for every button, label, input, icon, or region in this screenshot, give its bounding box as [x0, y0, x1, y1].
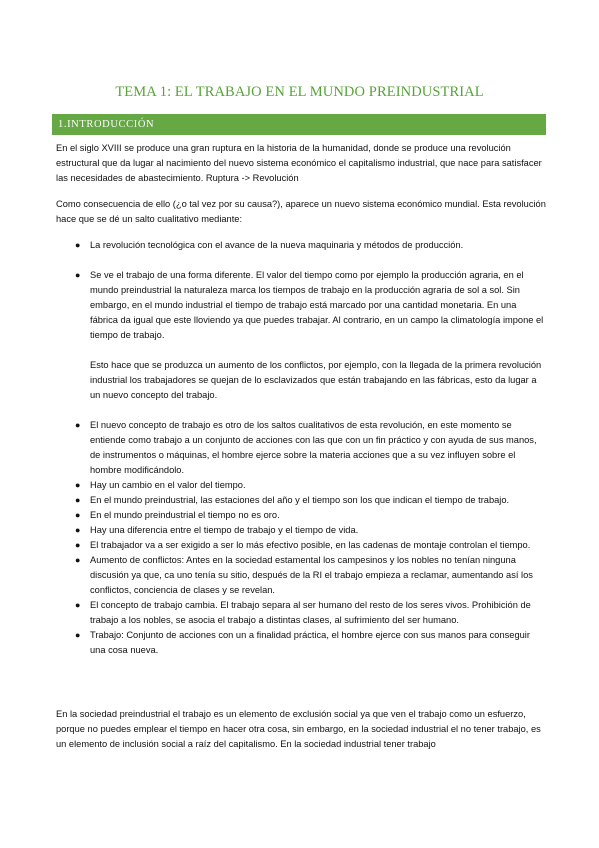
list-item	[56, 238, 546, 253]
bullet-icon: ●	[75, 540, 81, 550]
bullet-icon: ●	[75, 270, 81, 280]
list-item-text: Trabajo: Conjunto de acciones con un a finalidad práctica, el hombre ejerce con sus manos para conseguir una cosa nueva.	[90, 630, 530, 655]
list-item-text: En el mundo preindustrial, las estaciones del año y el tiempo son los que indican el tiempo de trabajo.	[90, 495, 510, 505]
bullet-icon: ●	[75, 600, 81, 610]
list-item	[56, 538, 546, 553]
list-item-text: Aumento de conflictos: Antes en la sociedad estamental los campesinos y los nobles no tenían ninguna discusión ya que, ca uno tenía su sitio, después de la RI el trabajo empieza a reclamar, aumentando así los conflictos, conciencia de clases y se revelan.	[90, 555, 533, 595]
list-item	[56, 523, 546, 538]
bullet-icon: ●	[75, 555, 81, 565]
list-item	[56, 478, 546, 493]
bullet-icon: ●	[75, 630, 81, 640]
list-item	[56, 493, 546, 508]
intro-paragraph: En el siglo XVIII se produce una gran ruptura en la historia de la humanidad, donde se produce una revolución estructural que da lugar al nacimiento del nuevo sistema económico el capitalismo industrial, que nace para satisfacer las necesidades de abastecimiento. Ruptura -> Revolución	[56, 143, 542, 183]
list-item	[56, 553, 546, 598]
list-item-text: El trabajador va a ser exigido a ser lo más efectivo posible, en las cadenas de montaje controlan el tiempo.	[90, 540, 531, 550]
list-item-text: Se ve el trabajo de una forma diferente. El valor del tiempo como por ejemplo la producción agraria, en el mundo preindustrial la naturaleza marca los tiempos de trabajo en la producción agraria de sol a sol. Sin embargo, en el mundo industrial el tiempo de trabajo está marcado por una cantidad monetaria. En una fábrica da igual que este lloviendo ya que puedes trabajar. Al contrario, en un campo la climatología impone el tiempo de trabajo.	[90, 270, 544, 340]
bullet-icon: ●	[75, 480, 81, 490]
list-item-text: El nuevo concepto de trabajo es otro de los saltos cualitativos de esta revolución, en este momento se entiende como trabajo a un conjunto de acciones con las que con un fin práctico y con ayuda de sus manos, de instrumentos o máquinas, el hombre ejerce sobre la materia acciones que a su vez influyen sobre el hombre modificándolo.	[90, 420, 537, 475]
closing-paragraph: En la sociedad preindustrial el trabajo es un elemento de exclusión social ya que ven el trabajo como un esfuerzo, porque no puedes emplear el tiempo en hacer otra cosa, sin embargo, en la sociedad industrial el no tener trabajo, es un elemento de inclusión social a raíz del capitalismo. En la sociedad industrial tener trabajo	[56, 709, 541, 749]
bullet-icon: ●	[75, 510, 81, 520]
bullet-icon: ●	[75, 420, 81, 430]
second-paragraph: Como consecuencia de ello (¿o tal vez por su causa?), aparece un nuevo sistema económico mundial. Esta revolución hace que se dé un salto cualitativo mediante:	[56, 199, 546, 224]
list-item	[56, 418, 546, 478]
list-item-text: En el mundo preindustrial el tiempo no es oro.	[90, 510, 280, 520]
section-heading-label: 1.INTRODUCCIÓN	[58, 119, 155, 130]
bullet-icon: ●	[75, 240, 81, 250]
section-heading	[52, 114, 546, 135]
list-item	[56, 508, 546, 523]
list-item	[56, 268, 546, 403]
bullet-icon: ●	[75, 495, 81, 505]
list-item-text: Hay una diferencia entre el tiempo de trabajo y el tiempo de vida.	[90, 525, 359, 535]
list-item-text: El concepto de trabajo cambia. El trabajo separa al ser humano del resto de los seres vivos. Prohibición de trabajo a los nobles, se asocia el trabajo a distintas clases, al sufrimiento del ser humano.	[90, 600, 531, 625]
list-item-text: La revolución tecnológica con el avance de la nueva maquinaria y métodos de producción.	[90, 240, 464, 250]
list-item	[56, 598, 546, 628]
list-item-subparagraph: Esto hace que se produzca un aumento de los conflictos, por ejemplo, con la llegada de la primera revolución industrial los trabajadores se quejan de lo esclavizados que están trabajando en las fábricas, esto da lugar a un nuevo concepto del trabajo.	[90, 360, 542, 400]
list-item	[56, 628, 546, 658]
bullet-icon: ●	[75, 525, 81, 535]
bullet-list	[56, 238, 546, 658]
list-item-text: Hay un cambio en el valor del tiempo.	[90, 480, 246, 490]
document-title: TEMA 1: EL TRABAJO EN EL MUNDO PREINDUSTRIAL	[115, 84, 484, 100]
